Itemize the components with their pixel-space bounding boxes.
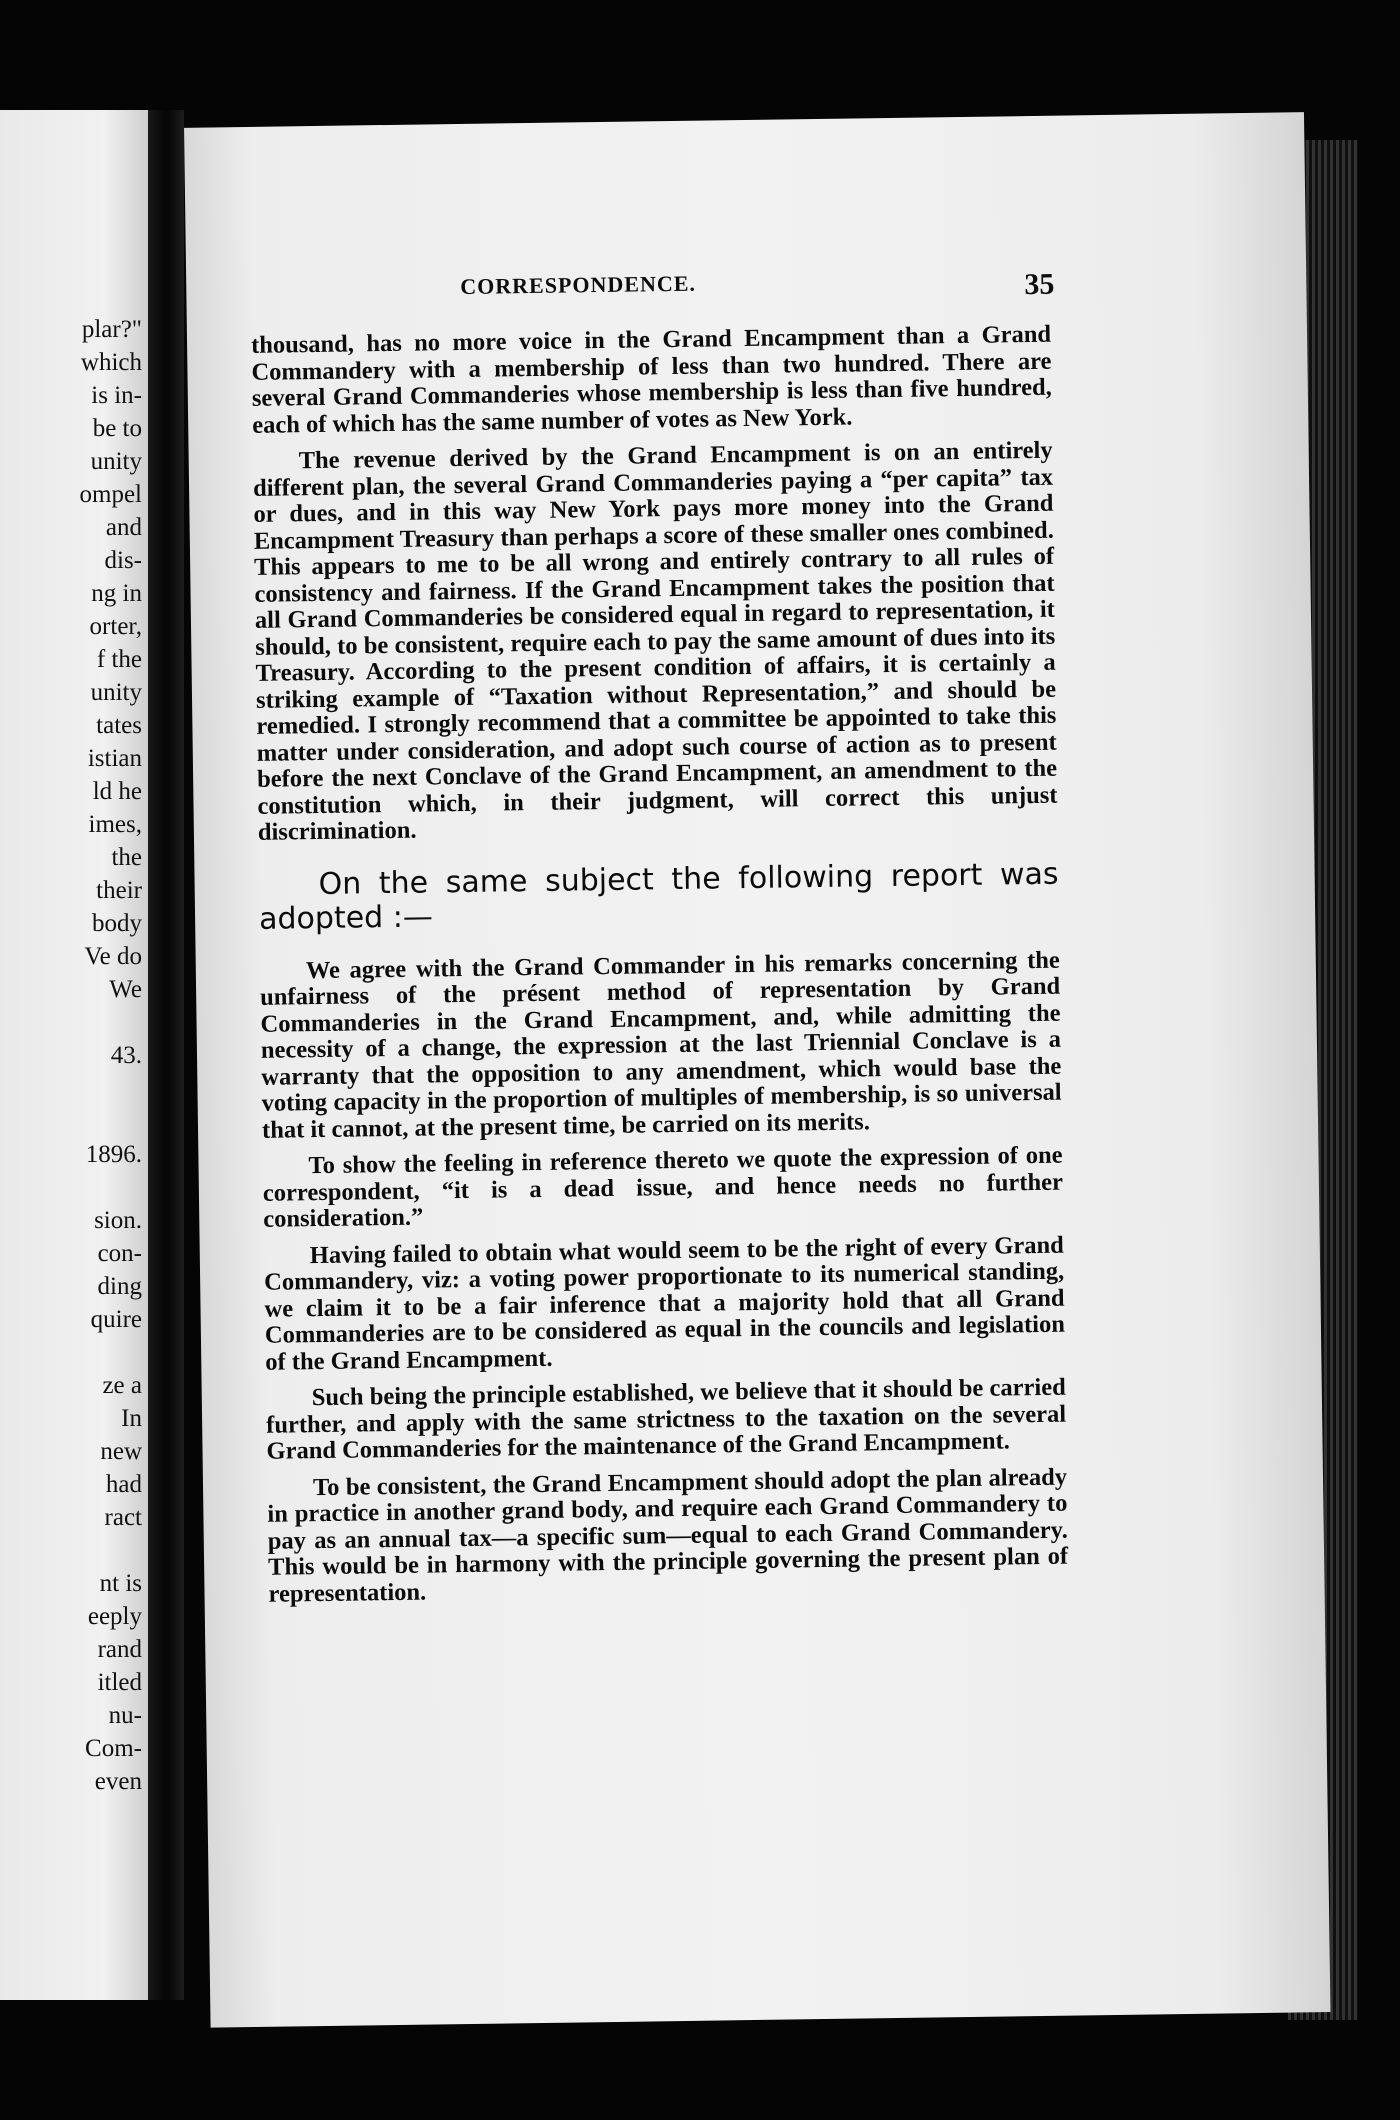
- page-header: [250, 266, 1055, 333]
- facing-page-line: plar?": [81, 316, 142, 343]
- facing-page-line: and: [105, 514, 142, 541]
- facing-page-line: sion.: [94, 1207, 142, 1234]
- facing-page: [0, 110, 148, 2000]
- book-gutter: [148, 110, 184, 2000]
- facing-page-line: even: [94, 1768, 142, 1795]
- facing-page-line: ding: [97, 1273, 142, 1300]
- facing-page-line: imes,: [88, 811, 142, 838]
- paragraph-revenue: The revenue derived by the Grand Encampment is on an entirely different plan, the several Grand Commanderies paying a “per capita” tax or dues, and in this way New York pays more money into the Grand Encampment Treasury than perhaps a score of these smaller ones combined. This appears to me to be all wrong and entirely contrary to all rules of consistency and fairness. If the Grand Encampment takes the position that all Grand Commanderies be considered equal in regard to representation, it should, to be consistent, require each to pay the same amount of dues into its Treasury. According to the present condition of affairs, it is certainly a striking example of “Taxation without Representation,” and should be remedied. I strongly recommend that a committee be appointed to take this matter under consideration, and adopt such course of action as to present before the next Conclave of the Grand Encampment, an amendment to the constitution which, in their judgment, will correct this unjust discrimination.: [252, 436, 1058, 846]
- facing-page-line: itled: [97, 1669, 142, 1696]
- facing-page-line: 43.: [110, 1042, 142, 1069]
- report-paragraph-2: To show the feeling in reference thereto we quote the expression of one correspondent, “it is a dead issue, and hence needs no further consideration.”: [262, 1141, 1064, 1233]
- facing-page-line: be to: [92, 415, 142, 442]
- facing-page-line: which: [80, 349, 142, 376]
- facing-page-line: ld he: [92, 778, 142, 805]
- facing-page-line: con-: [97, 1240, 142, 1267]
- facing-page-line: tates: [96, 712, 142, 739]
- facing-page-line: unity: [90, 448, 142, 475]
- facing-page-line: dis-: [104, 547, 142, 574]
- report-paragraph-4: Such being the principle established, we believe that it should be carried further, and apply with the same strictness to the taxation on the several Grand Commanderies for the maintenance of the Grand Encampment.: [265, 1373, 1067, 1465]
- facing-page-line: We: [109, 976, 142, 1003]
- page-content: [250, 266, 1069, 1618]
- facing-page-line: quire: [90, 1306, 142, 1333]
- facing-page-line: istian: [87, 745, 142, 772]
- facing-page-line: orter,: [89, 613, 142, 640]
- facing-page-line: had: [105, 1471, 142, 1498]
- facing-page-line: 1896.: [85, 1141, 142, 1168]
- report-paragraph-1: We agree with the Grand Commander in his remarks concerning the unfairness of the présent method of representation by Grand Commanderies in the Grand Encampment, and, while admitting the necessity of a change, the expression at the last Triennial Conclave is a warranty that the opposition to any amendment, which would base the voting capacity in the proportion of multiples of membership, is so universal that it cannot, at the present time, be carried on its merits.: [260, 946, 1062, 1144]
- facing-page-line: ract: [104, 1504, 142, 1531]
- facing-page-line: Ve do: [84, 943, 142, 970]
- page-number: 35: [1024, 267, 1055, 302]
- running-head: CORRESPONDENCE.: [460, 270, 697, 299]
- facing-page-line: their: [96, 877, 142, 904]
- facing-page-line: body: [92, 910, 142, 937]
- facing-page-line: new: [100, 1438, 142, 1465]
- facing-page-line: nt is: [99, 1570, 142, 1597]
- facing-page-line: In: [121, 1405, 142, 1432]
- report-paragraph-3: Having failed to obtain what would seem to be the right of every Grand Commandery, viz: a voting power proportionate to its numerical standing, we claim it to be a fair inference that a majority hold that all Grand Commanderies are to be considered as equal in the councils and legislation of the Grand Encampment.: [263, 1231, 1066, 1376]
- facing-page-line: ompel: [79, 481, 142, 508]
- facing-page-line: f the: [96, 646, 142, 673]
- facing-page-line: unity: [90, 679, 142, 706]
- subheading: On the same subject the following report was adopted :—: [258, 856, 1059, 937]
- facing-page-line: is in-: [91, 382, 142, 409]
- report-paragraph-5: To be consistent, the Grand Encampment should adopt the plan already in practice in another grand body, and require each Grand Commandery to pay as an annual tax—a specific sum—equal to each Grand Commandery. This would be in harmony with the principle governing the present plan of representation.: [267, 1463, 1069, 1608]
- main-page: [184, 112, 1330, 2027]
- facing-page-line: eeply: [87, 1603, 142, 1630]
- paragraph-continued: thousand, has no more voice in the Grand Encampment than a Grand Commandery with a membership of less than two hundred. There are several Grand Commanderies whose membership is less than five hundred, each of which has the same number of votes as New York.: [250, 320, 1052, 439]
- facing-page-line: the: [111, 844, 142, 871]
- facing-page-line: ze a: [102, 1372, 142, 1399]
- facing-page-line: nu-: [108, 1702, 142, 1729]
- facing-page-line: Com-: [85, 1735, 142, 1762]
- facing-page-line: rand: [97, 1636, 142, 1663]
- facing-page-line: ng in: [91, 580, 142, 607]
